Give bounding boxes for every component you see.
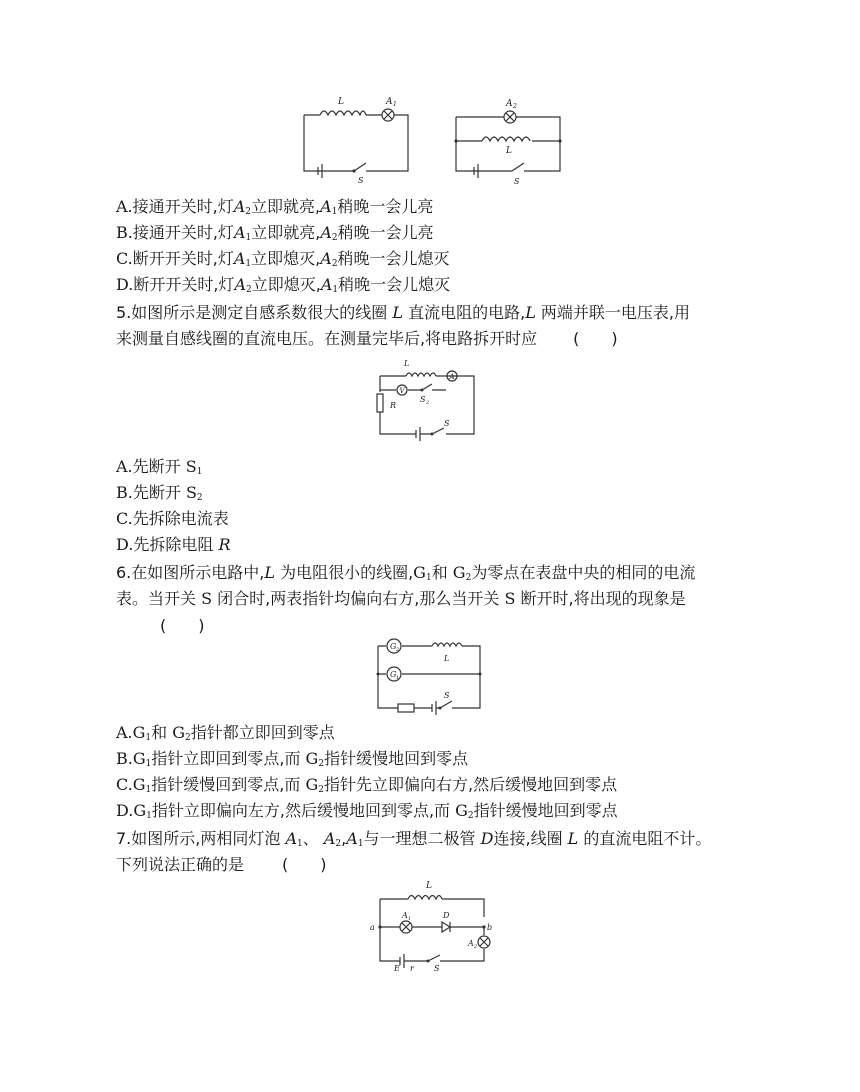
lamp-symbol: A — [233, 223, 246, 242]
stem-text: 为零点在表盘中央的相同的电流 — [471, 563, 696, 582]
label-L: L — [506, 146, 512, 156]
subscript: 1 — [145, 733, 152, 743]
option-text: 立即熄灭, — [251, 249, 321, 268]
q4-option-d — [116, 273, 450, 297]
option-letter: C. — [116, 775, 133, 794]
stem-text: 、 — [302, 829, 319, 848]
subscript: 1 — [145, 785, 152, 795]
stem-text: 为电阻很小的线圈, — [280, 563, 414, 582]
label-A2: A — [506, 99, 513, 109]
label-S: S — [444, 691, 450, 700]
q7-stem-line2 — [116, 853, 327, 877]
label-A2-sub: 2 — [474, 944, 478, 950]
q5-option-b — [116, 481, 203, 505]
subscript: 2 — [331, 233, 338, 243]
resistor-symbol: R — [218, 535, 231, 554]
circuit-figure-q4-left — [300, 95, 412, 185]
option-text: 和 — [151, 723, 168, 742]
stem-text: 下列说法正确的是 — [116, 855, 245, 874]
label-A1-sub: 1 — [408, 916, 412, 922]
q6-stem-line2 — [116, 587, 686, 611]
lamp-symbol: A — [320, 275, 333, 294]
q6-option-c — [116, 773, 617, 797]
circuit-figure-q6 — [372, 634, 486, 718]
subscript: 2 — [318, 785, 324, 795]
lamp-symbol: A — [233, 197, 246, 216]
subscript: 1 — [245, 259, 252, 269]
option-text: 先断开 — [132, 457, 181, 476]
galvanometer-symbol: G — [172, 723, 186, 742]
label-a: a — [370, 923, 375, 932]
subscript: 1 — [196, 467, 203, 477]
q4-option-b — [116, 221, 434, 245]
option-text: 指针立即偏向左方,然后缓慢地回到零点,而 — [151, 801, 451, 820]
subscript: 2 — [331, 259, 338, 269]
q4-option-c — [116, 247, 450, 271]
stem-text: 两端并联一电压表,用 — [540, 303, 690, 322]
option-letter: A. — [116, 197, 133, 216]
option-letter: B. — [116, 483, 133, 502]
stem-text: 和 — [431, 563, 448, 582]
label-A2: A — [468, 939, 474, 948]
lamp-symbol: A — [346, 829, 358, 848]
label-A-ammeter: A — [449, 373, 455, 381]
galvanometer-symbol: G — [413, 563, 426, 582]
q6-stem-line1 — [116, 561, 695, 585]
galvanometer-symbol: G — [133, 801, 147, 820]
option-letter: A. — [116, 723, 133, 742]
option-text: 断开开关时,灯 — [132, 249, 234, 268]
lamp-symbol: A — [320, 249, 332, 268]
option-text: 指针缓慢地回到零点 — [473, 801, 618, 820]
label-G1: G — [390, 670, 397, 679]
label-S: S — [514, 177, 520, 186]
q6-option-d — [116, 799, 618, 823]
lamp-symbol: A — [320, 197, 332, 216]
q5-stem-line1 — [116, 301, 690, 325]
q5-option-c — [116, 507, 229, 531]
stem-text: 的直流电阻不计。 — [583, 829, 712, 848]
label-D: D — [443, 911, 450, 920]
q6-option-a — [116, 721, 335, 745]
option-text: 指针先立即偏向右方,然后缓慢地回到零点 — [323, 775, 618, 794]
subscript: 2 — [246, 285, 252, 295]
circuit-figure-q5 — [374, 356, 484, 440]
label-L: L — [426, 881, 432, 891]
option-text: 稍晚一会儿亮 — [337, 223, 434, 242]
label-E: E — [394, 964, 400, 973]
q7-stem-line1 — [116, 827, 711, 851]
option-text: 先断开 — [132, 483, 181, 502]
option-text: 稍晚一会儿亮 — [337, 197, 434, 216]
lamp-symbol: A — [320, 223, 332, 242]
subscript: 1 — [332, 285, 339, 295]
switch-symbol: S — [201, 589, 213, 608]
option-text: 先拆除电阻 — [133, 535, 214, 554]
option-text: 立即就亮, — [251, 197, 321, 216]
galvanometer-symbol: G — [132, 723, 146, 742]
subscript: 2 — [318, 759, 325, 769]
option-text: 接通开关时,灯 — [132, 197, 234, 216]
stem-text: 5.如图所示是测定自感系数很大的线圈 — [116, 303, 388, 322]
option-text: 立即熄灭, — [251, 275, 321, 294]
label-L: L — [404, 359, 410, 368]
option-text: 先拆除电流表 — [132, 509, 229, 528]
switch-symbol: S — [185, 457, 197, 476]
label-A1: A — [402, 911, 408, 920]
option-text: 断开开关时,灯 — [133, 275, 235, 294]
label-G2: G — [390, 642, 397, 651]
label-S: S — [444, 419, 450, 428]
label-G1-sub: 1 — [396, 675, 400, 681]
galvanometer-symbol: G — [452, 563, 466, 582]
galvanometer-symbol: G — [305, 749, 319, 768]
lamp-symbol: A — [323, 829, 336, 848]
answer-bracket: ( ) — [282, 855, 327, 874]
option-text: 指针都立即回到零点 — [190, 723, 335, 742]
q4-option-a — [116, 195, 433, 219]
label-A1: A — [386, 97, 393, 107]
subscript: 2 — [465, 573, 472, 583]
option-text: 指针缓慢回到零点,而 — [151, 775, 301, 794]
stem-text: 6.在如图所示电路中, — [116, 563, 265, 582]
option-text: 指针立即回到零点,而 — [151, 749, 301, 768]
subscript: 2 — [335, 839, 342, 849]
subscript: 1 — [425, 573, 432, 583]
coil-symbol: L — [392, 303, 403, 322]
circuit-figure-q7 — [370, 877, 494, 973]
answer-bracket: ( ) — [160, 616, 205, 635]
galvanometer-symbol: G — [455, 801, 468, 820]
label-L: L — [338, 97, 344, 107]
option-letter: D. — [116, 535, 134, 554]
coil-symbol: L — [525, 303, 536, 322]
stem-text: , — [341, 829, 347, 848]
label-S: S — [358, 176, 364, 185]
galvanometer-symbol: G — [132, 749, 146, 768]
subscript: 2 — [467, 811, 474, 821]
q5-stem-line2 — [116, 327, 618, 351]
label-r: r — [410, 964, 414, 973]
stem-text: 连接,线圈 — [493, 829, 563, 848]
subscript: 2 — [245, 207, 252, 217]
lamp-symbol: A — [285, 829, 298, 848]
label-A1-sub: 1 — [393, 101, 397, 108]
q6-bracket-line — [160, 614, 205, 638]
subscript: 1 — [331, 207, 338, 217]
switch-symbol: S — [185, 483, 197, 502]
label-G2-sub: 2 — [396, 647, 400, 653]
option-text: 稍晚一会儿熄灭 — [338, 275, 451, 294]
option-text: 指针缓慢地回到零点 — [324, 749, 469, 768]
lamp-symbol: A — [234, 275, 246, 294]
stem-text: 闭合时,两表指针均偏向右方,那么当开关 — [217, 589, 500, 608]
stem-text: 断开时,将出现的现象是 — [520, 589, 686, 608]
label-A2-sub: 2 — [513, 103, 517, 110]
q5-option-a — [116, 455, 202, 479]
stem-text: 来测量自感线圈的直流电压。在测量完毕后,将电路拆开时应 — [116, 329, 538, 348]
option-text: 接通开关时,灯 — [132, 223, 234, 242]
stem-text: 表。当开关 — [116, 589, 197, 608]
galvanometer-symbol: G — [132, 775, 146, 794]
option-letter: C. — [116, 249, 133, 268]
label-S: S — [434, 964, 440, 973]
label-V: V — [399, 387, 405, 395]
stem-text: 7.如图所示,两相同灯泡 — [116, 829, 281, 848]
subscript: 1 — [146, 811, 152, 821]
option-letter: A. — [116, 457, 133, 476]
option-letter: C. — [116, 509, 133, 528]
circuit-figure-q4-right — [452, 95, 564, 185]
label-S2: S — [420, 395, 426, 404]
label-S2-sub: 2 — [426, 400, 430, 406]
stem-text: 直流电阻的电路, — [408, 303, 526, 322]
stem-text: 与一理想二极管 — [363, 829, 476, 848]
coil-symbol: L — [264, 563, 275, 582]
q5-option-d — [116, 533, 231, 557]
subscript: 1 — [297, 839, 303, 849]
lamp-symbol: A — [233, 249, 246, 268]
option-text: 稍晚一会儿熄灭 — [337, 249, 450, 268]
option-letter: B. — [116, 223, 133, 242]
subscript: 1 — [145, 759, 152, 769]
subscript: 2 — [196, 493, 203, 503]
option-letter: B. — [116, 749, 133, 768]
option-letter: D. — [116, 275, 134, 294]
option-text: 立即就亮, — [251, 223, 321, 242]
subscript: 1 — [357, 839, 364, 849]
subscript: 2 — [185, 733, 191, 743]
subscript: 1 — [245, 233, 252, 243]
galvanometer-symbol: G — [305, 775, 319, 794]
option-letter: D. — [116, 801, 134, 820]
answer-bracket: ( ) — [573, 329, 618, 348]
diode-symbol: D — [480, 829, 494, 848]
label-R: R — [390, 401, 397, 410]
label-L: L — [444, 654, 450, 663]
switch-symbol: S — [504, 589, 516, 608]
label-b: b — [487, 923, 493, 932]
q6-option-b — [116, 747, 468, 771]
coil-symbol: L — [567, 829, 579, 848]
